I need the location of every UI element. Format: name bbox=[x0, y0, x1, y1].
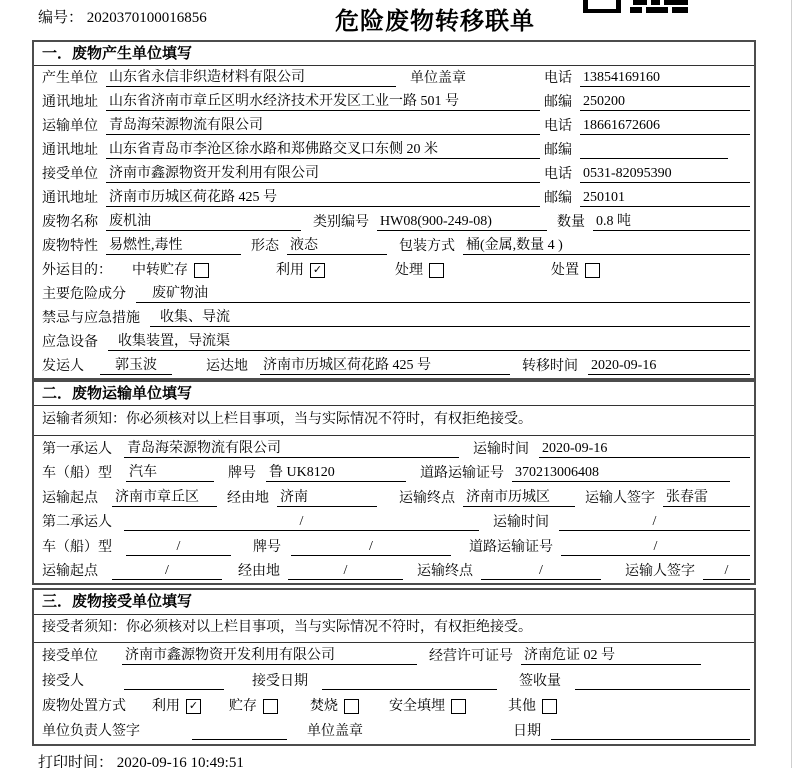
row-transporter-address bbox=[34, 138, 754, 162]
disposal-incinerate-text: 焚烧 bbox=[310, 699, 338, 714]
purpose-treat-text: 处理 bbox=[395, 263, 423, 278]
section-producer bbox=[32, 40, 756, 380]
purpose-transfer-storage-text: 中转贮存 bbox=[132, 263, 188, 278]
transporter-address-label: 通讯地址 bbox=[42, 143, 98, 158]
checkbox-disposal-incinerate bbox=[344, 699, 359, 714]
purpose-option-transfer-storage bbox=[132, 259, 209, 279]
receiver-zip-value: 250101 bbox=[580, 190, 750, 207]
row-taboo-measures bbox=[34, 306, 754, 330]
producer-label: 产生单位 bbox=[42, 71, 98, 86]
waste-qty-value: 0.8 吨 bbox=[593, 210, 750, 231]
disposal-option-landfill bbox=[389, 695, 466, 715]
route-start1-label: 运输起点 bbox=[42, 490, 98, 506]
checkbox-purpose-dispose bbox=[585, 263, 600, 278]
section-producer-title: 一．废物产生单位填写 bbox=[34, 42, 754, 66]
checkbox-purpose-treat bbox=[429, 263, 444, 278]
row-first-carrier bbox=[34, 436, 754, 461]
vehicle-type2-label: 车（船）型 bbox=[42, 539, 112, 555]
taboo-measures-value: 收集、导流 bbox=[150, 306, 750, 327]
disposal-option-utilize bbox=[152, 695, 201, 715]
dispatcher-value: 郭玉波 bbox=[100, 354, 172, 375]
producer-address-label: 通讯地址 bbox=[42, 95, 98, 110]
doc-number-value: 2020370100016856 bbox=[86, 10, 207, 26]
route-end2-value: / bbox=[481, 563, 601, 580]
purpose-option-dispose bbox=[551, 259, 600, 279]
disposal-option-other bbox=[508, 695, 557, 715]
accept-unit-value: 济南市鑫源物资开发利用有限公司 bbox=[122, 644, 417, 665]
packing-label: 包装方式 bbox=[399, 239, 455, 254]
disposal-method-label: 废物处置方式 bbox=[42, 699, 126, 714]
accept-date-value bbox=[322, 689, 497, 690]
route-end2-label: 运输终点 bbox=[417, 564, 473, 579]
row-disposal-method bbox=[34, 693, 754, 718]
row-responsible-sign bbox=[34, 718, 754, 743]
permit2-value: / bbox=[561, 539, 750, 556]
hazard-components-value: 废矿物油 bbox=[136, 282, 750, 303]
received-qty-label: 签收量 bbox=[519, 674, 561, 689]
row-vehicle1 bbox=[34, 461, 754, 486]
license-label: 经营许可证号 bbox=[429, 649, 513, 664]
route-via1-value: 济南 bbox=[277, 486, 377, 507]
transporter-notice: 运输者须知：你必须核对以上栏目事项，当与实际情况不符时，有权拒绝接受。 bbox=[34, 406, 754, 436]
checkbox-disposal-landfill bbox=[451, 699, 466, 714]
row-producer bbox=[34, 66, 754, 90]
transport-time2-value: / bbox=[559, 514, 750, 531]
transport-time2-label: 运输时间 bbox=[493, 515, 549, 530]
hazard-components-label: 主要危险成分 bbox=[42, 287, 126, 302]
producer-seal-label: 单位盖章 bbox=[410, 71, 466, 86]
row-transfer-purpose bbox=[34, 258, 754, 282]
receiver-address-label: 通讯地址 bbox=[42, 191, 98, 206]
plate2-label: 牌号 bbox=[253, 539, 281, 555]
license-value: 济南危证 02 号 bbox=[521, 644, 701, 665]
receiver-notice: 接受者须知：你必须核对以上栏目事项，当与实际情况不符时，有权拒绝接受。 bbox=[34, 615, 754, 643]
waste-name-value: 废机油 bbox=[106, 210, 301, 231]
checkbox-transfer-storage bbox=[194, 263, 209, 278]
transfer-purpose-label: 外运目的： bbox=[42, 263, 112, 278]
carrier-sign1-label: 运输人签字 bbox=[585, 490, 655, 506]
route-via2-label: 经由地 bbox=[238, 564, 280, 579]
acceptor-value bbox=[124, 689, 224, 690]
transport-time1-label: 运输时间 bbox=[473, 441, 529, 457]
purpose-option-treat bbox=[395, 259, 444, 279]
disposal-other-text: 其他 bbox=[508, 699, 536, 714]
doc-number-label: 编号： bbox=[38, 10, 84, 26]
carrier-sign2-value: / bbox=[703, 563, 750, 580]
receiver-zip-label: 邮编 bbox=[544, 191, 572, 206]
purpose-utilize-text: 利用 bbox=[276, 263, 304, 278]
transporter-zip-label: 邮编 bbox=[544, 143, 572, 158]
row-acceptor bbox=[34, 668, 754, 693]
waste-traits-label: 废物特性 bbox=[42, 239, 98, 254]
disposal-option-store bbox=[229, 695, 278, 715]
producer-zip-value: 250200 bbox=[580, 94, 750, 111]
route-via2-value: / bbox=[288, 563, 403, 580]
producer-phone-label: 电话 bbox=[544, 71, 572, 86]
row-waste-name bbox=[34, 210, 754, 234]
row-dispatcher bbox=[34, 354, 754, 378]
accept-date-label: 接受日期 bbox=[252, 674, 308, 689]
waste-qty-label: 数量 bbox=[557, 215, 585, 230]
first-carrier-label: 第一承运人 bbox=[42, 441, 112, 457]
taboo-measures-label: 禁忌与应急措施 bbox=[42, 311, 140, 326]
row-receiver-address bbox=[34, 186, 754, 210]
row-second-carrier bbox=[34, 510, 754, 535]
plate1-value: 鲁 UK8120 bbox=[266, 461, 406, 482]
permit2-label: 道路运输证号 bbox=[469, 539, 553, 555]
producer-phone-value: 13854169160 bbox=[580, 70, 750, 87]
destination-label: 运达地 bbox=[206, 359, 248, 374]
transporter-phone-value: 18661672606 bbox=[580, 118, 750, 135]
section-transport-title: 二．废物运输单位填写 bbox=[34, 382, 754, 406]
disposal-option-incinerate bbox=[310, 695, 359, 715]
responsible-sign-label: 单位负责人签字 bbox=[42, 724, 140, 739]
transporter-label: 运输单位 bbox=[42, 119, 98, 134]
emergency-equipment-value: 收集装置，导流渠 bbox=[108, 330, 750, 351]
vehicle-type2-value: / bbox=[126, 539, 231, 556]
receiver-value: 济南市鑫源物资开发利用有限公司 bbox=[106, 162, 540, 183]
carrier-sign2-label: 运输人签字 bbox=[625, 564, 695, 579]
row-receiver bbox=[34, 162, 754, 186]
sign-date-value bbox=[551, 739, 750, 740]
checkbox-disposal-store bbox=[263, 699, 278, 714]
disposal-landfill-text: 安全填埋 bbox=[389, 699, 445, 714]
route-end1-value: 济南市历城区 bbox=[463, 486, 575, 507]
row-hazard-components bbox=[34, 282, 754, 306]
carrier-sign1-value: 张春雷 bbox=[663, 486, 750, 507]
acceptor-label: 接受人 bbox=[42, 674, 84, 689]
transporter-address-value: 山东省青岛市李沧区徐水路和郑佛路交叉口东侧 20 米 bbox=[106, 138, 540, 159]
route-start2-label: 运输起点 bbox=[42, 564, 98, 579]
page-edge-line bbox=[791, 0, 792, 768]
row-transporter bbox=[34, 114, 754, 138]
row-waste-traits bbox=[34, 234, 754, 258]
transporter-value: 青岛海荣源物流有限公司 bbox=[106, 114, 540, 135]
checkbox-purpose-utilize: ✓ bbox=[310, 263, 325, 278]
route-start2-value: / bbox=[112, 563, 222, 580]
page-title: 危险废物转移联单 bbox=[335, 9, 535, 35]
receiver-label: 接受单位 bbox=[42, 167, 98, 182]
packing-value: 桶(金属,数量 4 ) bbox=[463, 234, 750, 255]
checkbox-disposal-utilize: ✓ bbox=[186, 699, 201, 714]
section-transport bbox=[32, 380, 756, 585]
route-start1-value: 济南市章丘区 bbox=[112, 486, 217, 507]
unit-seal-label: 单位盖章 bbox=[307, 724, 363, 739]
row-emergency-equipment bbox=[34, 330, 754, 354]
dispatcher-label: 发运人 bbox=[42, 359, 84, 374]
transfer-time-value: 2020-09-16 bbox=[588, 358, 750, 375]
destination-value: 济南市历城区荷花路 425 号 bbox=[260, 354, 510, 375]
print-time-value: 2020-09-16 10:49:51 bbox=[116, 755, 244, 768]
waste-traits-value: 易燃性,毒性 bbox=[106, 234, 241, 255]
transfer-time-label: 转移时间 bbox=[522, 359, 578, 374]
print-time bbox=[38, 751, 244, 768]
row-accept-unit bbox=[34, 643, 754, 668]
print-time-label: 打印时间： bbox=[38, 755, 114, 768]
transporter-zip-value bbox=[580, 158, 728, 159]
responsible-sign-value bbox=[192, 739, 287, 740]
emergency-equipment-label: 应急设备 bbox=[42, 335, 98, 350]
producer-address-value: 山东省济南市章丘区明水经济技术开发区工业一路 501 号 bbox=[106, 90, 540, 111]
qr-code-fragment bbox=[583, 0, 688, 13]
transporter-phone-label: 电话 bbox=[544, 119, 572, 134]
producer-value: 山东省永信非织造材料有限公司 bbox=[106, 66, 396, 87]
waste-category-label: 类别编号 bbox=[313, 215, 369, 230]
waste-form-label: 形态 bbox=[251, 239, 279, 254]
receiver-phone-value: 0531-82095390 bbox=[580, 166, 750, 183]
purpose-option-utilize bbox=[276, 259, 325, 279]
row-producer-address bbox=[34, 90, 754, 114]
disposal-store-text: 贮存 bbox=[229, 699, 257, 714]
permit1-value: 370213006408 bbox=[512, 465, 730, 482]
section-receiver-title: 三．废物接受单位填写 bbox=[34, 590, 754, 615]
disposal-utilize-text: 利用 bbox=[152, 699, 180, 714]
sign-date-label: 日期 bbox=[513, 724, 541, 739]
row-vehicle2 bbox=[34, 534, 754, 559]
transport-time1-value: 2020-09-16 bbox=[539, 441, 750, 458]
vehicle-type1-value: 汽车 bbox=[126, 461, 214, 482]
purpose-dispose-text: 处置 bbox=[551, 263, 579, 278]
checkbox-disposal-other bbox=[542, 699, 557, 714]
receiver-phone-label: 电话 bbox=[544, 167, 572, 182]
route-end1-label: 运输终点 bbox=[399, 490, 455, 506]
waste-form-value: 液态 bbox=[287, 234, 387, 255]
permit1-label: 道路运输证号 bbox=[420, 466, 504, 481]
waste-name-label: 废物名称 bbox=[42, 215, 98, 230]
received-qty-value bbox=[575, 689, 750, 690]
plate1-label: 牌号 bbox=[228, 466, 256, 481]
plate2-value: / bbox=[291, 539, 451, 556]
route-via1-label: 经由地 bbox=[227, 490, 269, 506]
receiver-address-value: 济南市历城区荷花路 425 号 bbox=[106, 186, 540, 207]
waste-category-value: HW08(900-249-08) bbox=[377, 214, 547, 231]
accept-unit-label: 接受单位 bbox=[42, 649, 98, 664]
first-carrier-value: 青岛海荣源物流有限公司 bbox=[124, 437, 459, 458]
vehicle-type1-label: 车（船）型 bbox=[42, 466, 112, 481]
row-route1 bbox=[34, 485, 754, 510]
row-route2 bbox=[34, 559, 754, 584]
second-carrier-value: / bbox=[124, 514, 479, 531]
section-receiver bbox=[32, 588, 756, 746]
producer-zip-label: 邮编 bbox=[544, 95, 572, 110]
second-carrier-label: 第二承运人 bbox=[42, 515, 112, 530]
